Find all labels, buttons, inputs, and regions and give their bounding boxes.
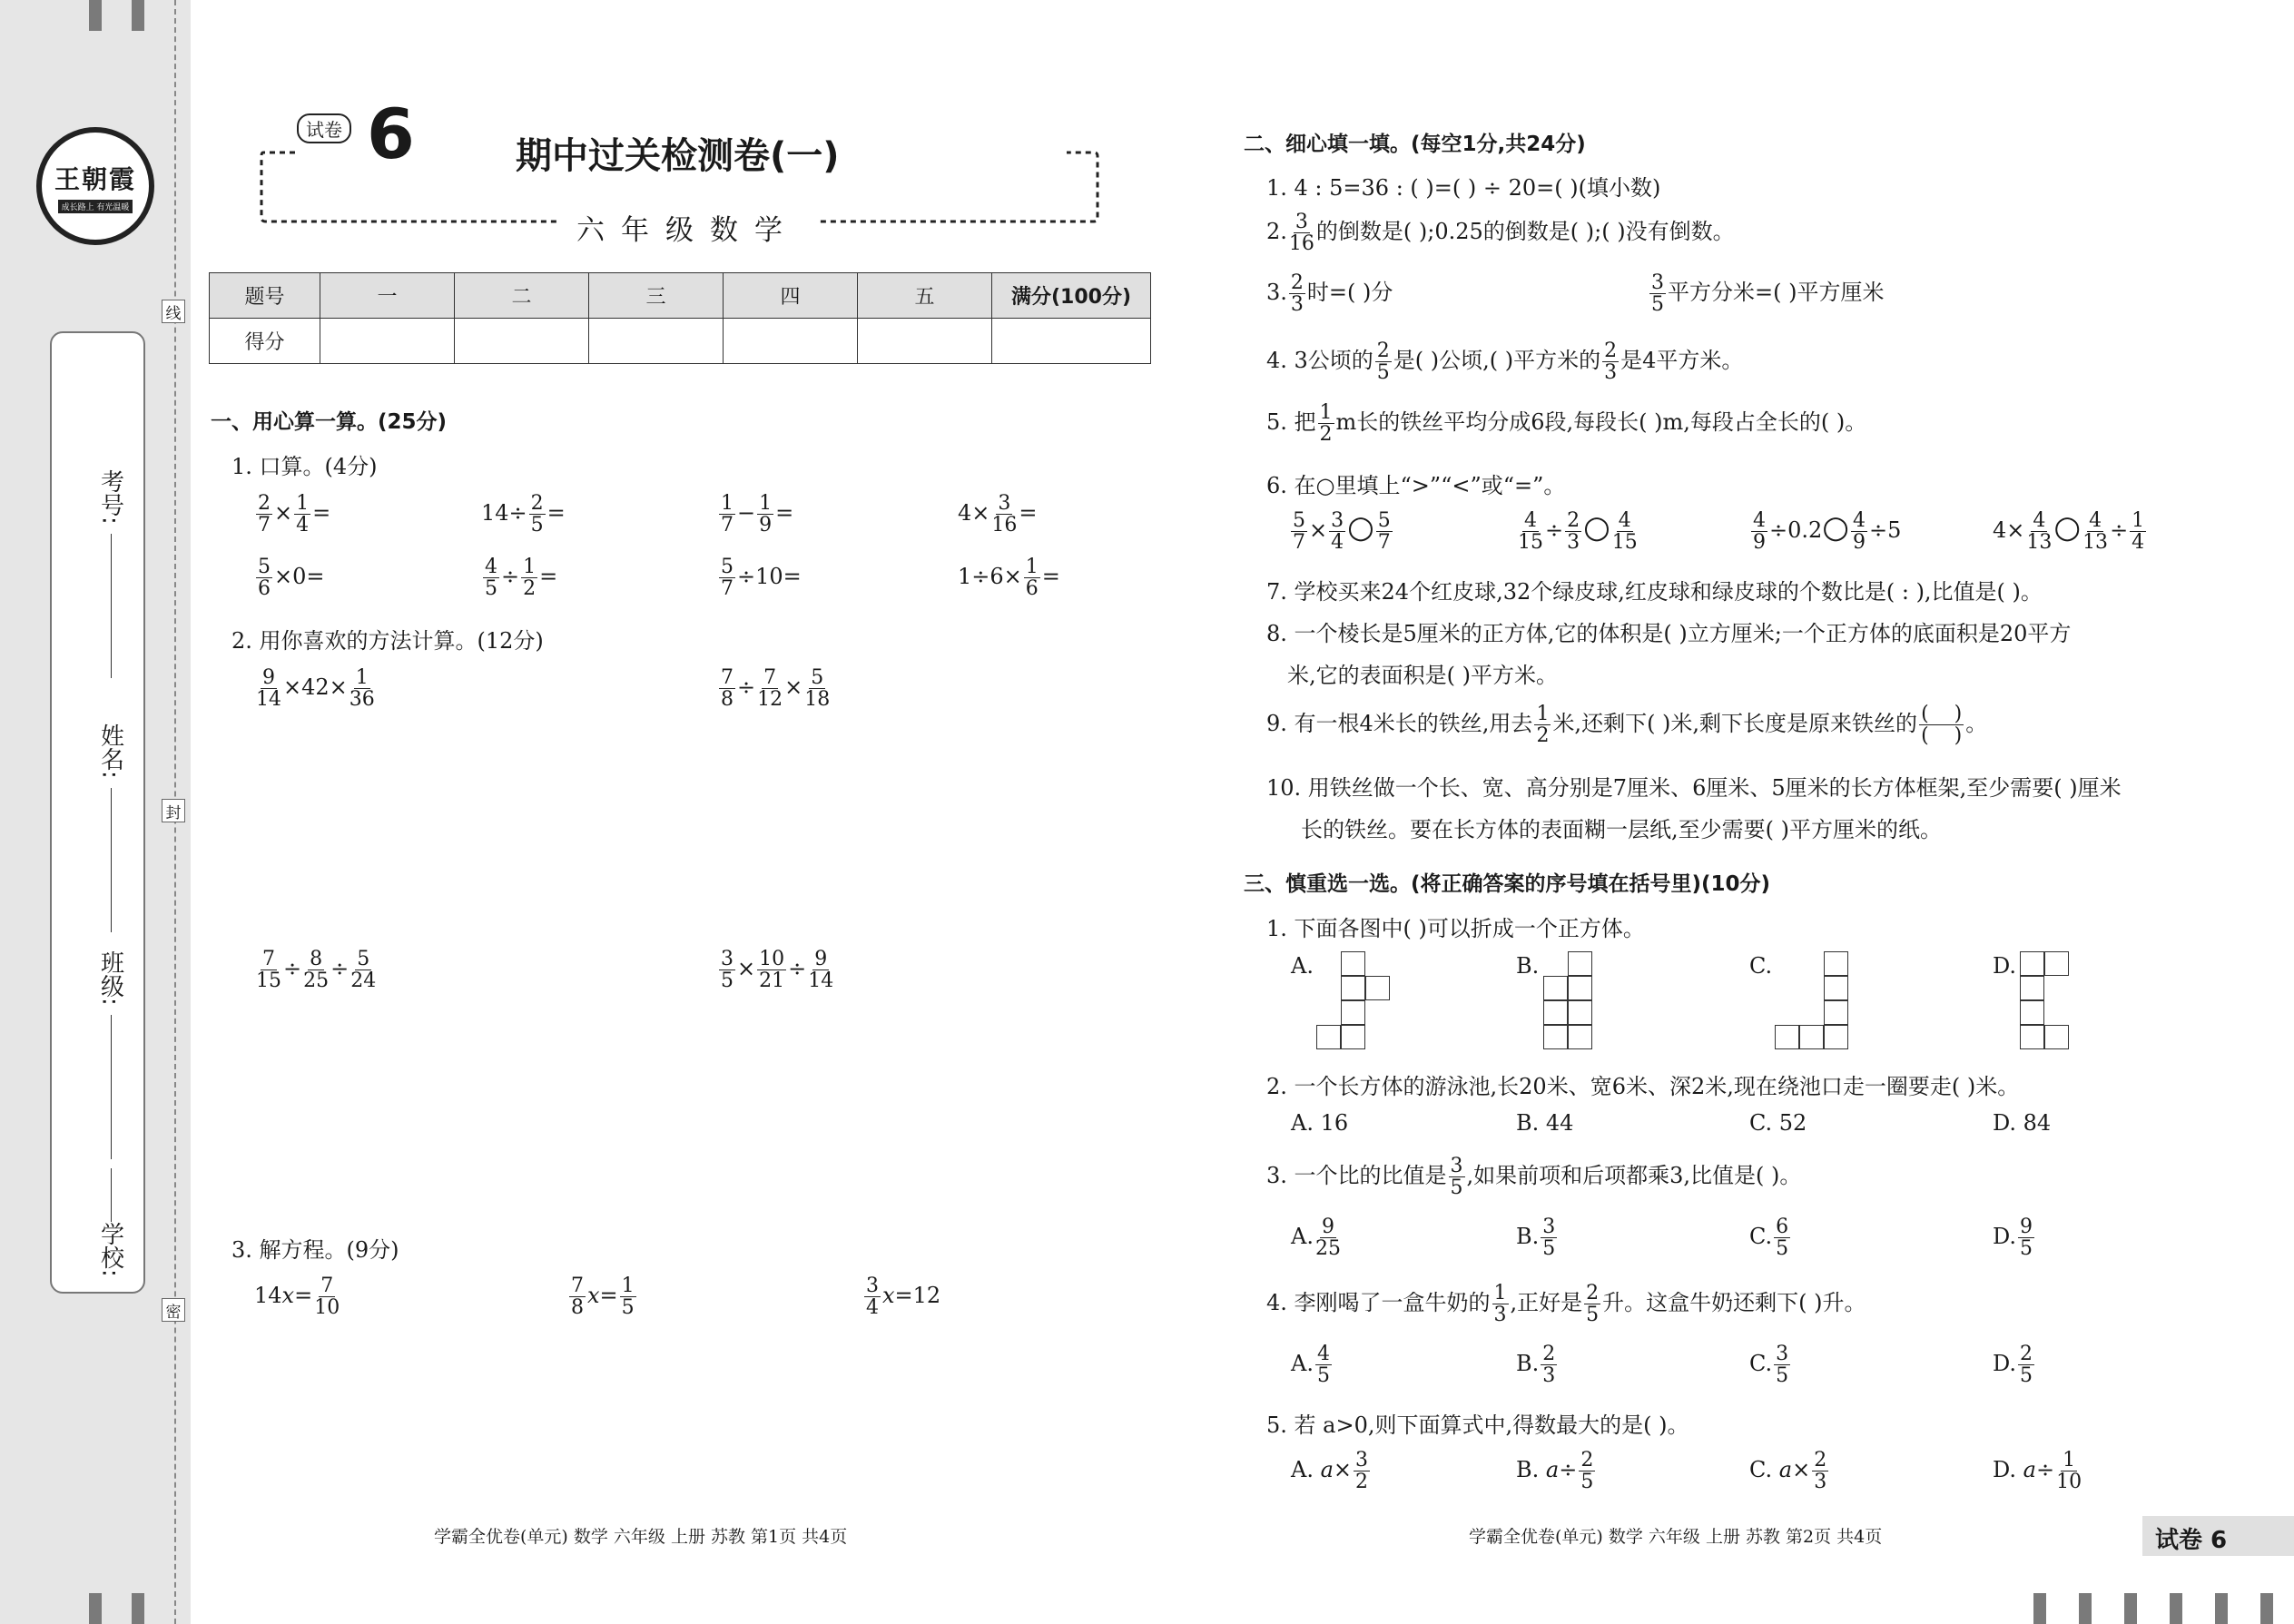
compare-4: 4× $\frac{4}{13}$ ○ $\frac{4}{13}$ ÷ $\frac{1}{4}$ [1993, 508, 2145, 554]
score-header: 题号 [210, 273, 320, 319]
s2-q4-text1: 4. 3公顷的 [1266, 348, 1373, 374]
footer-right: 学霸全优卷(单元) 数学 六年级 上册 苏教 第2页 共4页 [1469, 1527, 1883, 1547]
school-field[interactable] [84, 1168, 138, 1286]
name-field[interactable] [84, 723, 138, 932]
score-header: 五 [858, 273, 992, 319]
score-cell[interactable] [858, 319, 992, 364]
mental-calc-3: $\frac{1}{7}$ − $\frac{1}{9}$ = [721, 492, 794, 537]
s3-q3-option-d[interactable]: D. $\frac{9}{5}$ [1993, 1216, 2033, 1261]
s2-q7: 7. 学校买来24个红皮球,32个绿皮球,红皮球和绿皮球的个数比是( : ),比值是( )。 [1266, 579, 2043, 605]
s3-q4-option-b[interactable]: B. $\frac{2}{3}$ [1516, 1343, 1556, 1388]
s2-q10-line1: 10. 用铁丝做一个长、宽、高分别是7厘米、6厘米、5厘米的长方体框架,至少需要( )厘米 [1266, 775, 2122, 801]
compute-2: $\frac{7}{8}$ ÷ $\frac{7}{12}$ × $\frac{5}{18}$ [721, 666, 831, 712]
s2-q8-line1: 8. 一个棱长是5厘米的正方体,它的体积是( )立方厘米;一个正方体的底面积是20平方 [1266, 621, 2072, 646]
score-header: 二 [455, 273, 589, 319]
s3-q3-option-b[interactable]: B. $\frac{3}{5}$ [1516, 1216, 1556, 1261]
option-letter: D. [1993, 1457, 2017, 1483]
paper-number: 6 [361, 100, 420, 169]
option-a[interactable]: A. [1291, 953, 1314, 979]
option-letter: A. [1291, 1224, 1314, 1250]
option-letter: B. [1516, 1457, 1540, 1483]
brand-logo [36, 127, 154, 245]
equation-3: $\frac{3}{4}$ x=12 [866, 1275, 941, 1320]
mental-calc-8: 1÷6× $\frac{1}{6}$ = [958, 556, 1060, 601]
option-letter: C. [1749, 1224, 1773, 1250]
logo-banner: 成长路上 有光温暖 [58, 200, 133, 213]
cut-mark-secret: 密 [162, 1298, 185, 1322]
section-3-title: 三、慎重选一选。(将正确答案的序号填在括号里)(10分) [1244, 872, 1771, 896]
s2-q10-line2: 长的铁丝。要在长方体的表面糊一层纸,至少需要( )平方厘米的纸。 [1301, 817, 1942, 842]
s2-q9-text1: 9. 有一根4米长的铁丝,用去 [1266, 711, 1533, 737]
s2-q4-text2: 是( )公顷,( )平方米的 [1393, 348, 1601, 374]
s2-q2-number: 2. [1266, 219, 1287, 245]
equation-2: $\frac{7}{8}$ x= $\frac{1}{5}$ [571, 1275, 635, 1320]
s3-q2-option-d[interactable]: D. 84 [1993, 1110, 2052, 1136]
s3-q4-text3: 升。这盒牛奶还剩下( )升。 [1602, 1290, 1866, 1316]
s2-q8-line2: 米,它的表面积是( )平方米。 [1287, 663, 1558, 688]
s3-q1: 1. 下面各图中( )可以折成一个正方体。 [1266, 916, 1645, 941]
s3-q2: 2. 一个长方体的游泳池,长20米、宽6米、深2米,现在绕池口走一圈要走( )米。 [1266, 1074, 2020, 1099]
option-letter: C. [1749, 1457, 1773, 1483]
score-cell[interactable] [455, 319, 589, 364]
class-label: 班级: [96, 950, 124, 1006]
s3-q5-option-b[interactable]: B. a÷ $\frac{2}{5}$ [1516, 1449, 1594, 1494]
s3-q3: 3. 一个比的比值是 $\frac{3}{5}$ ,如果前项和后项都乘3,比值是( )。 [1266, 1155, 1802, 1200]
mental-calc-6: $\frac{4}{5}$ ÷ $\frac{1}{2}$ = [485, 556, 558, 601]
s2-q3-text2: 平方分米=( )平方厘米 [1668, 280, 1885, 306]
s3-q5-option-c[interactable]: C. a× $\frac{2}{3}$ [1749, 1449, 1827, 1494]
option-letter: A. [1291, 1351, 1314, 1377]
s1-q3-title: 3. 解方程。(9分) [231, 1237, 399, 1263]
compute-4: $\frac{3}{5}$ × $\frac{10}{21}$ ÷ $\frac{9}{14}$ [721, 948, 834, 993]
class-field[interactable] [84, 950, 138, 1159]
s1-q2-title: 2. 用你喜欢的方法计算。(12分) [231, 628, 544, 654]
s3-q4-text2: ,正好是 [1510, 1290, 1583, 1316]
compare-3: $\frac{4}{9}$ ÷0.2○ $\frac{4}{9}$ ÷5 [1753, 508, 1902, 554]
s2-q3-text: 时=( )分 [1306, 280, 1393, 306]
s3-q4-option-a[interactable]: A. $\frac{4}{5}$ [1291, 1343, 1330, 1388]
s2-q6: 6. 在○里填上“>”“<”或“=”。 [1266, 473, 1566, 498]
mental-calc-1: $\frac{2}{7}$ × $\frac{1}{4}$ = [258, 492, 331, 537]
exam-number-label: 考号: [96, 469, 124, 525]
s3-q4-option-c[interactable]: C. $\frac{3}{5}$ [1749, 1343, 1789, 1388]
s2-q5-text1: 5. 把 [1266, 409, 1316, 436]
score-header: 四 [724, 273, 858, 319]
score-cell[interactable] [992, 319, 1151, 364]
page-subtitle: 六年级数学 [558, 207, 817, 248]
compare-1: $\frac{5}{7}$ × $\frac{3}{4}$ ○ $\frac{5}{7}$ [1293, 508, 1391, 554]
s3-q3-text2: ,如果前项和后项都乘3,比值是( )。 [1466, 1163, 1802, 1189]
s3-q3-text1: 3. 一个比的比值是 [1266, 1163, 1447, 1189]
compute-3: $\frac{7}{15}$ ÷ $\frac{8}{25}$ ÷ $\frac{5}{24}$ [256, 948, 377, 993]
section-1-title: 一、用心算一算。(25分) [211, 410, 448, 434]
name-label: 姓名: [96, 723, 124, 779]
s1-q1-title: 1. 口算。(4分) [231, 454, 378, 479]
mental-calc-2: 14÷ $\frac{2}{5}$ = [481, 492, 566, 537]
paper-tab: 试卷 6 [2142, 1516, 2294, 1556]
paper-badge: 试卷 [297, 113, 351, 143]
score-row-label: 得分 [210, 319, 320, 364]
section-2-title: 二、细心填一填。(每空1分,共24分) [1244, 133, 1586, 156]
exam-number-field[interactable] [84, 469, 138, 678]
s3-q4-text1: 4. 李刚喝了一盒牛奶的 [1266, 1290, 1491, 1316]
mental-calc-7: $\frac{5}{7}$ ÷10= [721, 556, 802, 601]
s3-q5-option-d[interactable]: D. a÷ $\frac{1}{10}$ [1993, 1449, 2082, 1494]
score-header: 满分(100分) [992, 273, 1151, 319]
score-cell[interactable] [320, 319, 455, 364]
option-letter: D. [1993, 1351, 2017, 1377]
school-label: 学校: [96, 1222, 124, 1277]
s2-q3: 3. $\frac{2}{3}$ 时=( )分 [1266, 271, 1393, 317]
s3-q2-option-a[interactable]: A. 16 [1291, 1110, 1349, 1136]
s3-q4-option-d[interactable]: D. $\frac{2}{5}$ [1993, 1343, 2033, 1388]
mental-calc-5: $\frac{5}{6}$ ×0= [258, 556, 325, 601]
option-letter: A. [1291, 1457, 1314, 1483]
equation-1: 14x= $\frac{7}{10}$ [254, 1275, 340, 1320]
footer-left: 学霸全优卷(单元) 数学 六年级 上册 苏教 第1页 共4页 [434, 1527, 848, 1547]
score-header: 三 [589, 273, 724, 319]
s2-q2: 2. $\frac{3}{16}$ 的倒数是( );0.25的倒数是( );( )没有倒数。 [1266, 211, 1735, 256]
logo-text: 王朝霞 [54, 163, 136, 194]
option-c[interactable]: C. [1749, 953, 1773, 979]
s2-q4: 4. 3公顷的 $\frac{2}{5}$ 是( )公顷,( )平方米的 $\frac{2}{3}$ 是4平方米。 [1266, 340, 1744, 385]
option-letter: D. [1993, 1224, 2017, 1250]
compute-1: $\frac{9}{14}$ ×42× $\frac{1}{36}$ [256, 666, 375, 712]
s2-q5: 5. 把 $\frac{1}{2}$ m长的铁丝平均分成6段,每段长( )m,每段占全长的( )。 [1266, 401, 1867, 447]
s2-q3-number: 3. [1266, 280, 1287, 306]
page-title: 期中过关检测卷(一) [499, 127, 856, 179]
s2-q5-text2: m长的铁丝平均分成6段,每段长( )m,每段占全长的( )。 [1335, 409, 1867, 436]
s2-q2-text: 的倒数是( );0.25的倒数是( );( )没有倒数。 [1315, 219, 1735, 245]
s2-q9-text2: 米,还剩下( )米,剩下长度是原来铁丝的 [1552, 711, 1918, 737]
cut-mark-seal: 封 [162, 799, 185, 822]
s3-q2-option-b[interactable]: B. 44 [1516, 1110, 1574, 1136]
score-cell[interactable] [724, 319, 858, 364]
option-letter: C. [1749, 1351, 1773, 1377]
s3-q5: 5. 若 a>0,则下面算式中,得数最大的是( )。 [1266, 1412, 1689, 1438]
option-letter: B. [1516, 1224, 1540, 1250]
option-d[interactable]: D. [1993, 953, 2017, 979]
s3-q4: 4. 李刚喝了一盒牛奶的 $\frac{1}{3}$ ,正好是 $\frac{2}{5}$ 升。这盒牛奶还剩下( )升。 [1266, 1282, 1866, 1327]
s2-q9: 9. 有一根4米长的铁丝,用去 $\frac{1}{2}$ 米,还剩下( )米,剩下长度是原来铁丝的 $\frac{( )}{( )}$ 。 [1266, 703, 1988, 748]
student-info-stub [50, 331, 145, 1294]
compare-2: $\frac{4}{15}$ ÷ $\frac{2}{3}$ ○ $\frac{4}{15}$ [1518, 508, 1638, 554]
option-letter: B. [1516, 1351, 1540, 1377]
cut-mark-line: 线 [162, 300, 185, 323]
s3-q2-option-c[interactable]: C. 52 [1749, 1110, 1807, 1136]
s3-q3-option-a[interactable]: A. $\frac{9}{25}$ [1291, 1216, 1341, 1261]
score-header: 一 [320, 273, 455, 319]
mental-calc-4: 4× $\frac{3}{16}$ = [958, 492, 1038, 537]
s2-q4-text3: 是4平方米。 [1620, 348, 1744, 374]
score-cell[interactable] [589, 319, 724, 364]
option-b[interactable]: B. [1516, 953, 1540, 979]
s2-q3-part2: $\frac{3}{5}$ 平方分米=( )平方厘米 [1651, 271, 1885, 317]
s2-q1: 1. 4 : 5=36 : ( )=( ) ÷ 20=( )(填小数) [1266, 175, 1661, 201]
score-table [209, 272, 1151, 364]
s3-q5-option-a[interactable]: A. a× $\frac{3}{2}$ [1291, 1449, 1369, 1494]
s3-q3-option-c[interactable]: C. $\frac{6}{5}$ [1749, 1216, 1789, 1261]
